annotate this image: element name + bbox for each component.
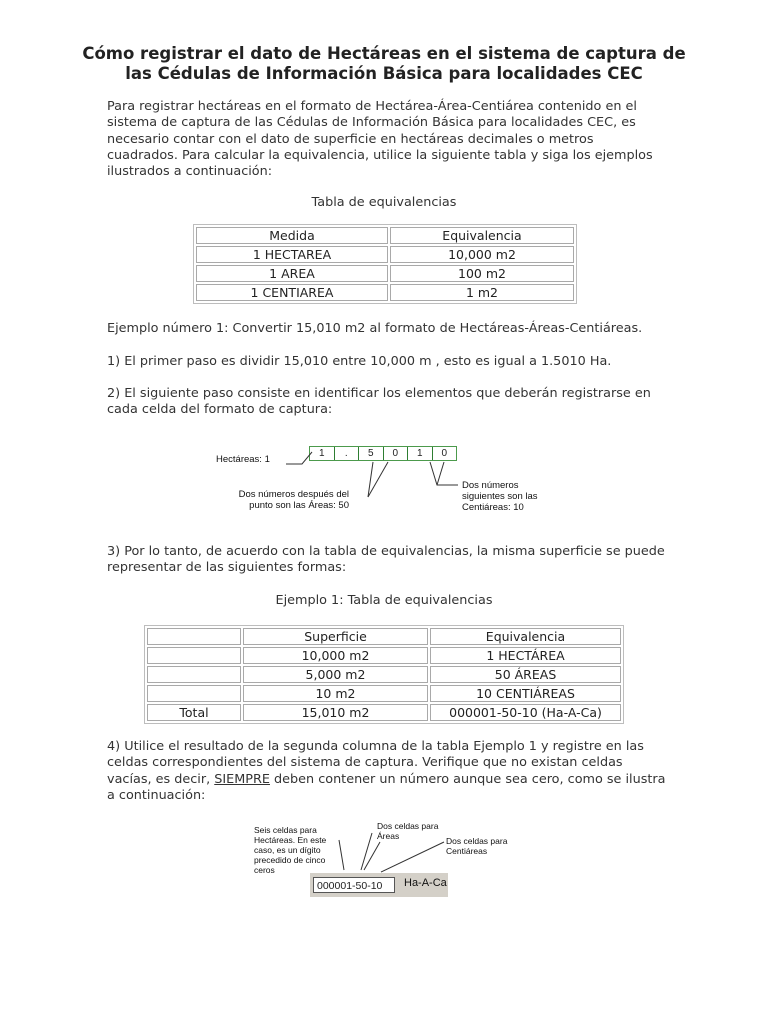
title-line-2: las Cédulas de Información Básica para localidades CEC (125, 64, 643, 83)
centiareas-label-line: Dos números (462, 480, 519, 491)
table-cell: 100 m2 (390, 265, 574, 282)
table-cell: 000001-50-10 (Ha-A-Ca) (430, 704, 621, 721)
table-cell: 1 HECTAREA (196, 246, 388, 263)
six-cells-label-line: Seis celdas para (254, 825, 317, 835)
six-cells-label-line: ceros (254, 865, 275, 875)
capture-cell: . (335, 447, 360, 460)
intro-paragraph: Para registrar hectáreas en el formato de Hectárea-Área-Centiárea contenido en el sistema de captura de las Cédulas de Información Básica para localidades CEC, es necesario contar con el dato de superficie en hectáreas decimales o metros cuadrados. Para calcular la equivalencia, utilice la siguiente tabla y siga los ejemplos ilustrados a continuación: (107, 99, 653, 180)
table2-caption: Ejemplo 1: Tabla de equivalencias (275, 593, 493, 608)
table-header-cell: Superficie (243, 628, 428, 645)
table-cell: 10 CENTIÁREAS (430, 685, 621, 702)
table-cell: 10 m2 (243, 685, 428, 702)
siempre-emphasis: SIEMPRE (214, 771, 270, 787)
centiareas-label-line: Centiáreas: 10 (462, 502, 524, 513)
areas-cells-label-line: Áreas (377, 831, 400, 841)
capture-cell: 1 (310, 447, 335, 460)
centiareas-cells-label-line: Dos celdas para (446, 836, 508, 846)
six-cells-label-line: precedido de cinco (254, 855, 326, 865)
step2-paragraph: 2) El siguiente paso consiste en identificar los elementos que deberán registrarse en cada celda del formato de captura: (107, 386, 651, 418)
table-cell: 10,000 m2 (243, 647, 428, 664)
six-cells-label-line: Hectáreas. En este (254, 835, 327, 845)
table-cell: 1 CENTIAREA (196, 284, 388, 301)
table1-caption: Tabla de equivalencias (311, 195, 457, 210)
capture-cell: 5 (359, 447, 384, 460)
centiareas-cells-leader-line (381, 842, 444, 872)
table-cell: 10,000 m2 (390, 246, 574, 263)
table-header-cell: Equivalencia (390, 227, 574, 244)
hectareas-label: Hectáreas: 1 (216, 454, 270, 465)
capture-cell: 0 (384, 447, 409, 460)
areas-label-line: Dos números después del (238, 489, 349, 500)
centiareas-cells-label-line: Centiáreas (446, 846, 488, 856)
capture-cell: 0 (441, 448, 448, 459)
table-cell: 1 HECTÁREA (430, 647, 621, 664)
unit-label: Ha-A-Ca (404, 877, 447, 889)
step1-paragraph: 1) El primer paso es dividir 15,010 entre 10,000 m , esto es igual a 1.5010 Ha. (107, 354, 612, 369)
areas-cells-leader-line-a (361, 833, 372, 870)
areas-cells-leader-line-b (364, 842, 380, 870)
centiareas-label-line: siguientes son las (462, 491, 538, 502)
six-cells-leader-line (339, 840, 344, 870)
step4-text-before: 4) Utilice el resultado de la segunda columna de la tabla Ejemplo 1 y registre en las celdas correspondientes del sistema de captura. Verifique que no existan celdas vacías, es decir, (107, 739, 644, 787)
table-header-cell: Medida (196, 227, 388, 244)
areas-cells-label-line: Dos celdas para (377, 821, 439, 831)
table-cell: 50 ÁREAS (430, 666, 621, 683)
step3-paragraph: 3) Por lo tanto, de acuerdo con la tabla de equivalencias, la misma superficie se puede representar de las siguientes formas: (107, 544, 665, 576)
example1-heading: Ejemplo número 1: Convertir 15,010 m2 al formato de Hectáreas-Áreas-Centiáreas. (107, 321, 643, 336)
table-cell: 15,010 m2 (243, 704, 428, 721)
table-cell: Total (147, 704, 241, 721)
hectareas-capture-input[interactable]: 000001-50-10 (313, 877, 395, 893)
table-cell: 1 AREA (196, 265, 388, 282)
table-cell: 5,000 m2 (243, 666, 428, 683)
six-cells-label-line: caso, es un dígito (254, 845, 321, 855)
title-line-1: Cómo registrar el dato de Hectáreas en el sistema de captura de (82, 44, 686, 63)
step4-text-after: deben contener un número aunque sea cero, como se ilustra a continuación: (107, 771, 666, 803)
table-header-cell: Equivalencia (430, 628, 621, 645)
capture-cell: 1 (408, 447, 433, 460)
areas-label-line: punto son las Áreas: 50 (249, 500, 349, 511)
table-cell: 1 m2 (390, 284, 574, 301)
